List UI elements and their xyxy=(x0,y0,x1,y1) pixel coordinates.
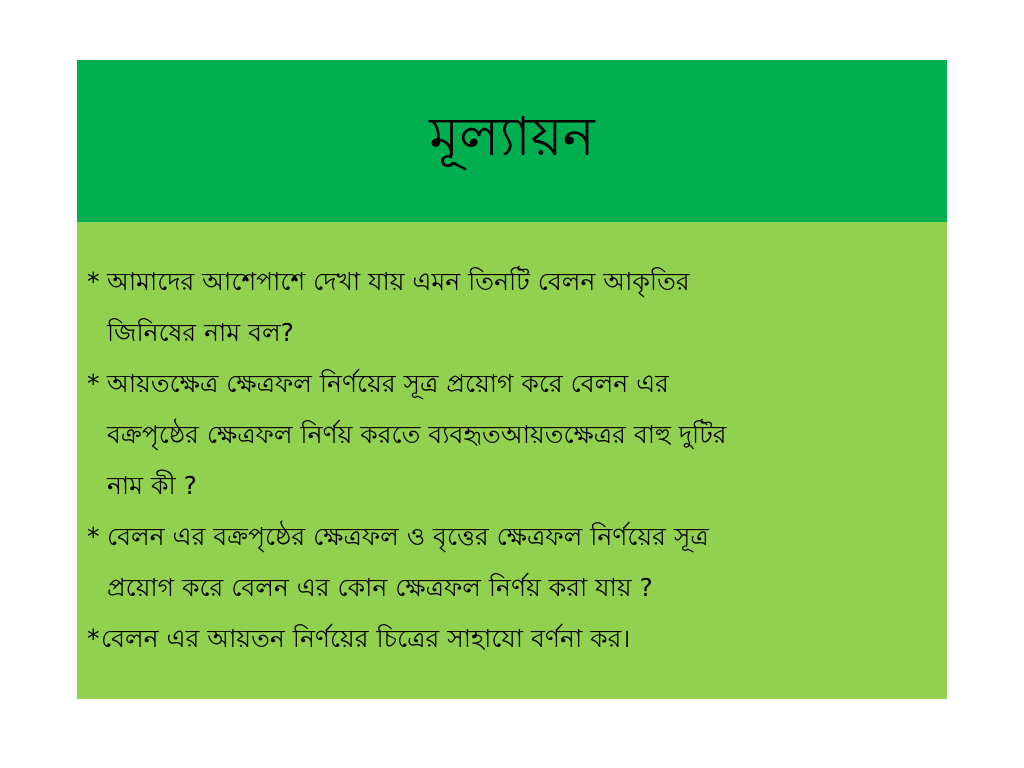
question-line: নাম কী ? xyxy=(107,471,197,500)
title-band xyxy=(77,60,947,222)
question-line: বেলন এর আয়তন নির্ণয়ের চিত্রের সাহাযো বর্ণনা কর। xyxy=(101,624,631,653)
bullet-marker: * xyxy=(87,522,100,551)
question-text xyxy=(101,613,927,664)
question-panel xyxy=(77,222,947,699)
question-line: জিনিষের নাম বল? xyxy=(107,318,294,347)
question-text xyxy=(107,358,927,511)
question-line: আয়তক্ষেত্র ক্ষেত্রফল নির্ণয়ের সূত্র প্রয়োগ করে বেলন এর xyxy=(107,369,669,398)
question-item-1 xyxy=(87,256,927,358)
question-item-2 xyxy=(87,358,927,511)
bullet-marker: * xyxy=(87,369,100,398)
question-line: প্রয়োগ করে বেলন এর কোন ক্ষেত্রফল নির্ণয় করা যায় ? xyxy=(107,573,653,602)
question-line: বক্রপৃষ্ঠের ক্ষেত্রফল নির্ণয় করতে ব্যবহৃতআয়তক্ষেত্রর বাহু দুটির xyxy=(107,420,727,449)
question-item-4 xyxy=(87,613,927,664)
question-line: বেলন এর বক্রপৃষ্ঠের ক্ষেত্রফল ও বৃত্তের ক্ষেত্রফল নির্ণয়ের সূত্র xyxy=(107,522,709,551)
question-text xyxy=(107,511,927,613)
slide-title: মূল্যায়ন xyxy=(429,105,595,168)
question-item-3 xyxy=(87,511,927,613)
question-text xyxy=(107,256,927,358)
question-line: আমাদের আশেপাশে দেখা যায় এমন তিনটি বেলন আকৃতির xyxy=(107,267,690,296)
bullet-marker: * xyxy=(87,267,100,296)
bullet-marker: * xyxy=(87,624,100,653)
